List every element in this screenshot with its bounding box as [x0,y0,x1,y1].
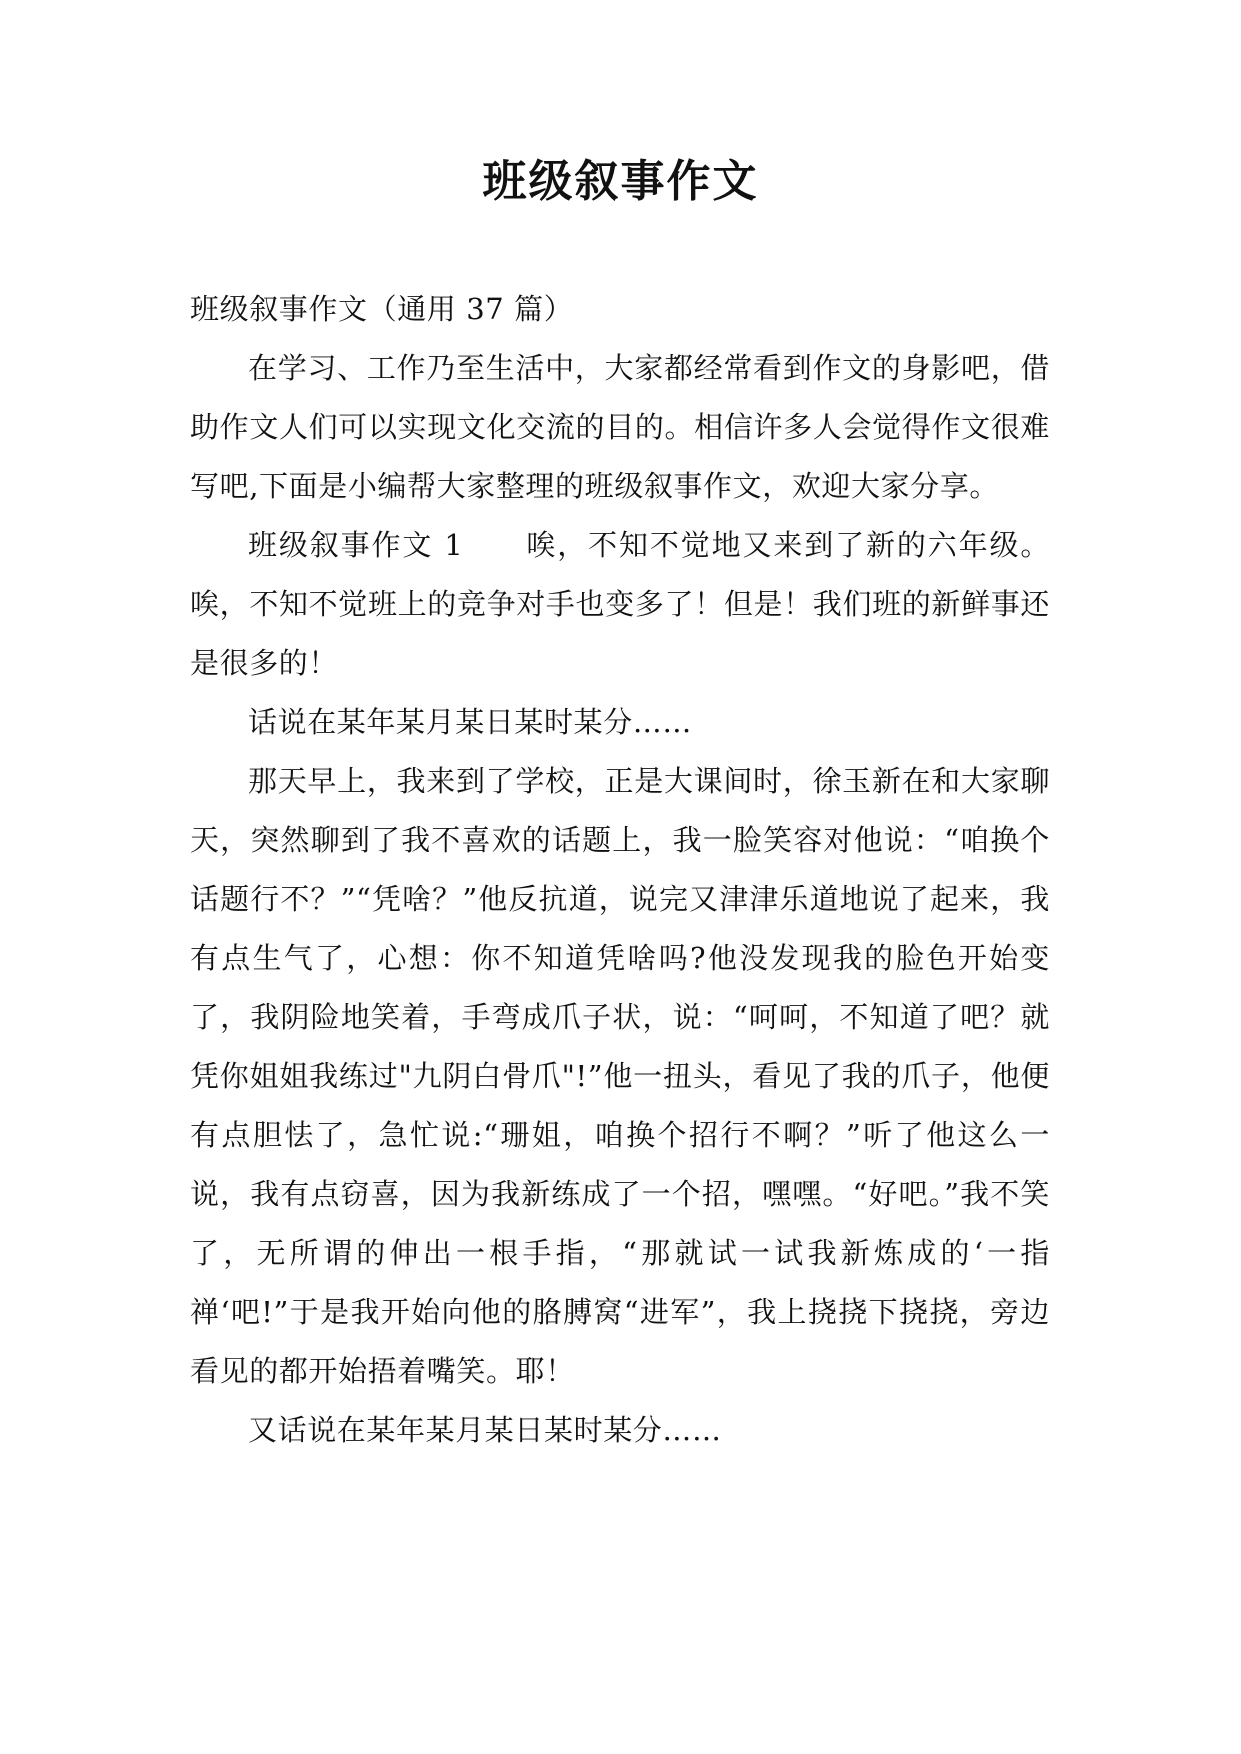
document-subtitle: 班级叙事作文（通用 37 篇） [190,292,574,326]
paragraph-intro: 在学习、工作乃至生活中，大家都经常看到作文的身影吧，借助作文人们可以实现文化交流的目的。相信许多人会觉得作文很难写吧,下面是小编帮大家整理的班级叙事作文，欢迎大家分享。 [190,351,1050,503]
paragraph-story: 那天早上，我来到了学校，正是大课间时，徐玉新在和大家聊天，突然聊到了我不喜欢的话题上，我一脸笑容对他说：“咱换个话题行不？”“凭啥？”他反抗道，说完又津津乐道地说了起来，我有点生气了，心想：你不知道凭啥吗?他没发现我的脸色开始变了，我阴险地笑着，手弯成爪子状，说：“呵呵，不知道了吧？就凭你姐姐我练过"九阴白骨爪"!”他一扭头，看见了我的爪子，他便有点胆怯了，急忙说:“珊姐，咱换个招行不啊？”听了他这么一说，我有点窃喜，因为我新练成了一个招，嘿嘿。“好吧。”我不笑了，无所谓的伸出一根手指，“那就试一试我新炼成的‘一指禅‘吧!”于是我开始向他的胳膊窝“进军”，我上挠挠下挠挠，旁边看见的都开始捂着嘴笑。耶！ [190,764,1050,1388]
document-body [190,280,1050,1460]
document-title: 班级叙事作文 [482,156,759,207]
paragraph-time-transition: 话说在某年某月某日某时某分…… [248,705,693,739]
paragraph-time-transition-2: 又话说在某年某月某日某时某分…… [248,1413,722,1447]
paragraph-essay-1-opening: 班级叙事作文 1 唉，不知不觉地又来到了新的六年级。唉，不知不觉班上的竞争对手也变多了！但是！我们班的新鲜事还是很多的！ [190,528,1050,680]
